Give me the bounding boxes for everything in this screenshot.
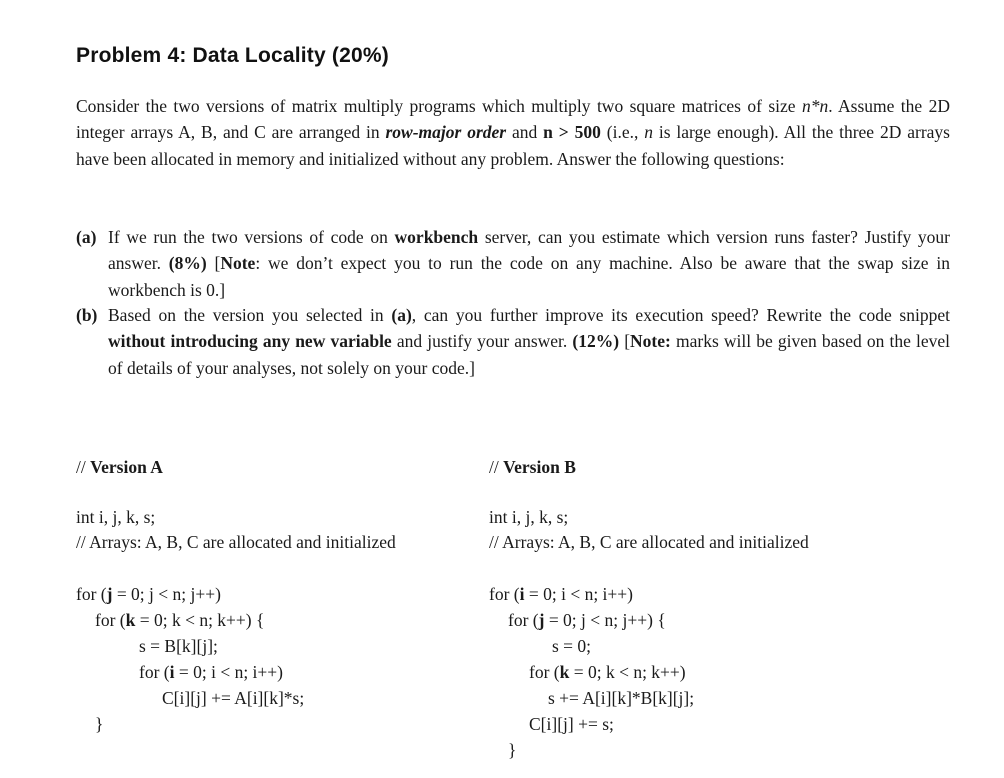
row-major-order: row-major order	[385, 122, 507, 143]
n-condition: n > 500	[543, 122, 601, 143]
question-a: (a) If we run the two versions of code on workbench server, can you estimate which version runs faster? Justify your answer. (8%) [Note: we don’t expect you to run the code on any machine. Also be aware that the swap size in workbench is 0.]	[76, 224, 950, 303]
question-b-marker: (b)	[76, 305, 98, 325]
question-b: (b) Based on the version you selected in (a), can you further improve its execution speed? Rewrite the code snippet without introducing any new variable and justify your answer. (12%) [Note: marks will be given based on the level of details of your analyses, not solely on your code.]	[76, 302, 950, 381]
version-b-loop-j: for (j = 0; j < n; j++) {	[508, 610, 666, 630]
version-b-accumulate-s: s += A[i][k]*B[k][j];	[548, 688, 695, 708]
version-b-decl: int i, j, k, s;	[489, 507, 569, 527]
question-a-marker: (a)	[76, 227, 97, 247]
version-b-init-s: s = 0;	[552, 636, 592, 656]
version-b-arrays-comment: // Arrays: A, B, C are allocated and initialized	[489, 532, 809, 552]
version-b-loop-k: for (k = 0; k < n; k++)	[529, 662, 686, 682]
version-b-header: // Version B	[489, 457, 576, 477]
version-a-loop-k: for (k = 0; k < n; k++) {	[95, 610, 265, 630]
version-a-loop-i: for (i = 0; i < n; i++)	[139, 662, 283, 682]
server-name: workbench	[394, 227, 479, 247]
question-a-marks: (8%)	[168, 253, 207, 274]
problem-title: Problem 4: Data Locality (20%)	[76, 44, 389, 67]
no-new-variable-constraint: without introducing any new variable	[108, 331, 392, 352]
version-a-assign-s: s = B[k][j];	[139, 636, 218, 656]
problem-intro: Consider the two versions of matrix multiply programs which multiply two square matrices of size n*n. Assume the 2D integer arrays A, B, and C are arranged in row-major order and n > 500 (i.e., n is large enough). All the three 2D arrays have been allocated in memory and initialized without any problem. Answer the following questions:	[76, 96, 950, 169]
question-b-marks: (12%)	[572, 331, 620, 352]
version-a-loop-j: for (j = 0; j < n; j++)	[76, 584, 221, 604]
version-b-store-c: C[i][j] += s;	[529, 714, 614, 734]
version-a-arrays-comment: // Arrays: A, B, C are allocated and initialized	[76, 532, 396, 552]
version-a-header: // Version A	[76, 457, 163, 477]
version-a-decl: int i, j, k, s;	[76, 507, 156, 527]
version-a-close-brace: }	[95, 714, 104, 734]
version-a-accumulate: C[i][j] += A[i][k]*s;	[162, 688, 305, 708]
matrix-size: n*n	[801, 96, 829, 116]
version-b-close-brace: }	[508, 740, 517, 760]
version-b-loop-i: for (i = 0; i < n; i++)	[489, 584, 633, 604]
